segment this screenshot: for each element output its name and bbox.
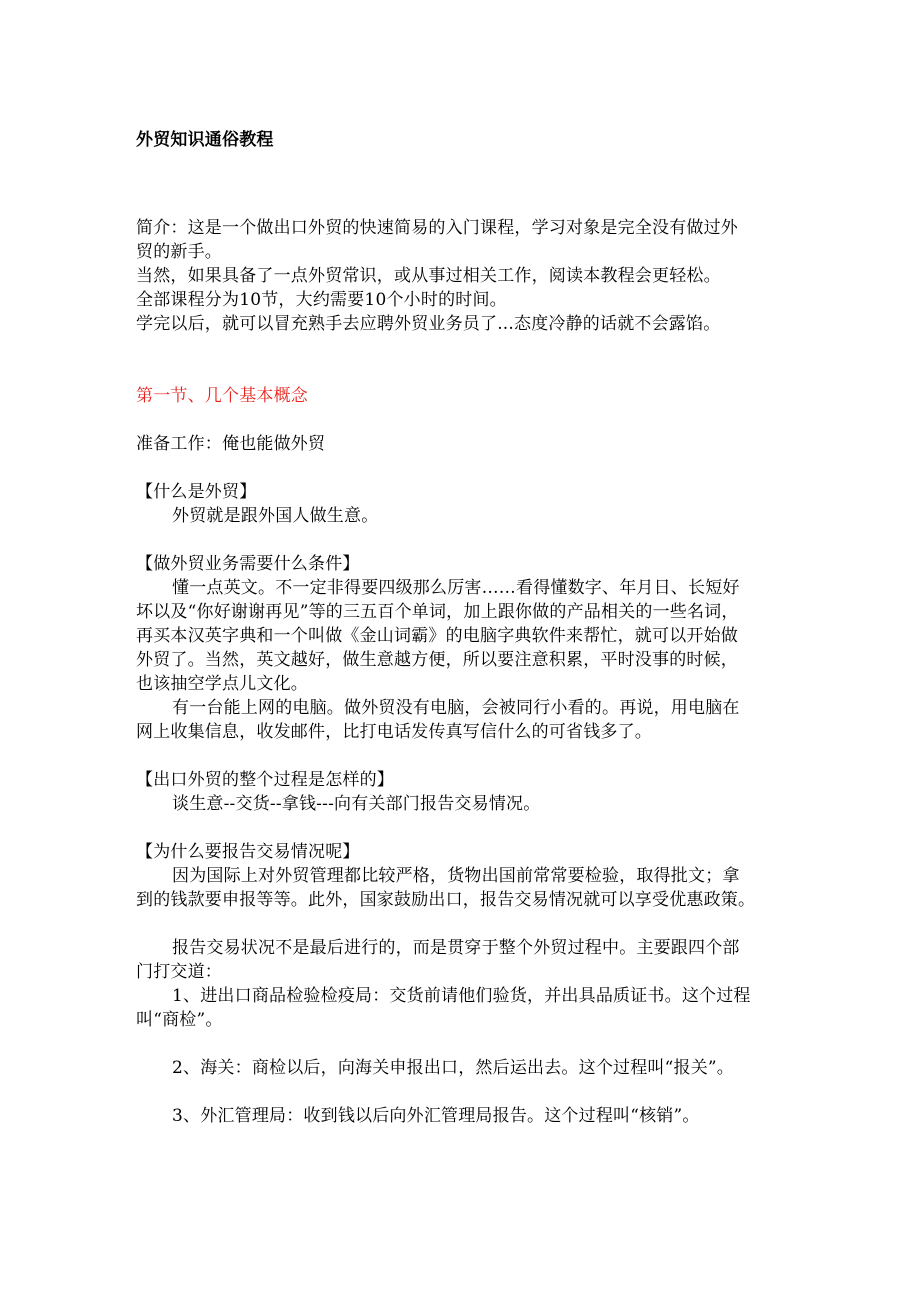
paragraph-line: 门打交道： [136, 962, 222, 982]
list-item: 1、进出口商品检验检疫局：交货前请他们验货，并出具品质证书。这个过程 [172, 986, 751, 1006]
paragraph-line: 因为国际上对外贸管理都比较严格，货物出国前常常要检验，取得批文；拿 [172, 866, 740, 886]
paragraph-line: 谈生意--交货--拿钱---向有关部门报告交易情况。 [172, 794, 541, 814]
paragraph-line: 网上收集信息，收发邮件，比打电话发传真写信什么的可省钱多了。 [136, 722, 652, 742]
intro-line: 贸的新手。 [136, 242, 222, 262]
question-heading: 【什么是外贸】 [136, 482, 257, 502]
list-item: 2、海关：商检以后，向海关申报出口，然后运出去。这个过程叫“报关”。 [172, 1058, 734, 1078]
question-heading: 【为什么要报告交易情况呢】 [136, 842, 360, 862]
section-heading: 第一节、几个基本概念 [136, 386, 308, 406]
paragraph-line: 懂一点英文。不一定非得要四级那么厉害……看得懂数字、年月日、长短好 [172, 578, 740, 598]
paragraph-line: 报告交易状况不是最后进行的，而是贯穿于整个外贸过程中。主要跟四个部 [172, 938, 740, 958]
intro-line: 全部课程分为10节，大约需要10个小时的时间。 [136, 290, 507, 310]
prep-line: 准备工作：俺也能做外贸 [136, 434, 326, 454]
intro-line: 当然，如果具备了一点外贸常识，或从事过相关工作，阅读本教程会更轻松。 [136, 266, 721, 286]
paragraph-line: 叫“商检”。 [136, 1010, 223, 1030]
paragraph-line: 外贸了。当然，英文越好，做生意越方便，所以要注意积累，平时没事的时候， [136, 650, 738, 670]
paragraph-line: 到的钱款要申报等等。此外，国家鼓励出口，报告交易情况就可以享受优惠政策。 [136, 890, 756, 910]
paragraph-line: 也该抽空学点儿文化。 [136, 674, 308, 694]
paragraph-line: 有一台能上网的电脑。做外贸没有电脑，会被同行小看的。再说，用电脑在 [172, 698, 740, 718]
paragraph-line: 外贸就是跟外国人做生意。 [172, 506, 379, 526]
paragraph-line: 再买本汉英字典和一个叫做《金山词霸》的电脑字典软件来帮忙，就可以开始做 [136, 626, 738, 646]
document-title: 外贸知识通俗教程 [136, 130, 274, 150]
paragraph-line: 坏以及“你好谢谢再见”等的三五百个单词，加上跟你做的产品相关的一些名词， [136, 602, 739, 622]
intro-line: 学完以后，就可以冒充熟手去应聘外贸业务员了...态度冷静的话就不会露馅。 [136, 314, 721, 334]
intro-line: 简介：这是一个做出口外贸的快速简易的入门课程，学习对象是完全没有做过外 [136, 218, 738, 238]
list-item: 3、外汇管理局：收到钱以后向外汇管理局报告。这个过程叫“核销”。 [172, 1106, 700, 1126]
question-heading: 【出口外贸的整个过程是怎样的】 [136, 770, 394, 790]
question-heading: 【做外贸业务需要什么条件】 [136, 554, 360, 574]
